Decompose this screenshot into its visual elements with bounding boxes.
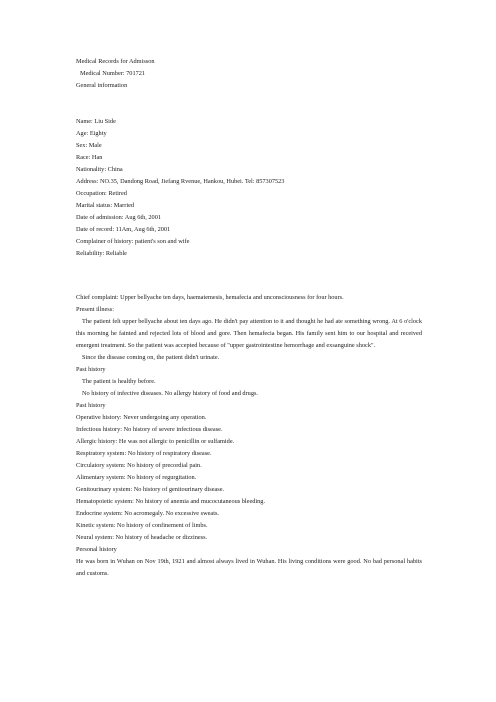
past-history-line: No history of infective diseases. No allergy history of food and drugs. bbox=[82, 390, 258, 397]
field-name: Name: Liu Side bbox=[76, 118, 116, 125]
field-address: Address: NO.35, Dandong Road, Jiefang Rvenue, Hankou, Hubei. Tel: 857307523 bbox=[76, 178, 285, 185]
genitourinary-system: Genitourinary system: No history of genitourinary disease. bbox=[76, 486, 225, 493]
present-illness-heading: Present illness: bbox=[76, 306, 114, 313]
field-race: Race: Han bbox=[76, 154, 103, 161]
present-illness-note: Since the disease coming on, the patient didn't urinate. bbox=[82, 354, 220, 361]
operative-history: Operative history: Never undergoing any operation. bbox=[76, 414, 207, 421]
respiratory-system: Respiratory system: No history of respiratory disease. bbox=[76, 450, 212, 457]
neural-system: Neural system: No history of headache or dizziness. bbox=[76, 534, 208, 541]
section-general-information: General information bbox=[76, 82, 128, 89]
general-information-list bbox=[76, 116, 422, 260]
field-age: Age: Eighty bbox=[76, 130, 107, 137]
past-history-heading-2: Past history bbox=[76, 402, 106, 409]
infectious-history: Infectious history: No history of severe infectious disease. bbox=[76, 426, 223, 433]
field-complainer-of-history: Complainer of history: patient's son and wife bbox=[76, 238, 190, 245]
past-history-line: The patient is healthy before. bbox=[82, 378, 156, 385]
present-illness-paragraph: The patient felt upper bellyache about ten days ago. He didn't pay attention to it and thought he had ate something wrong. At 6 o'clock this morning he fainted and rejected lots of blood and gore. Then hemafecia began. His family sent him to our hospital and received emergent treatment. So the patient was accepted because of "upper gastrointestine hemorrhage and exsanguine shock". bbox=[76, 318, 422, 349]
endocrine-system: Endocrine system: No acromegaly. No excessive sweats. bbox=[76, 510, 219, 517]
field-date-of-admission: Date of admission: Aug 6th, 2001 bbox=[76, 214, 162, 221]
field-reliability: Reliability: Reliable bbox=[76, 250, 127, 257]
document-page bbox=[76, 56, 422, 580]
document-title: Medical Records for Admisson bbox=[76, 58, 155, 65]
spacer bbox=[76, 260, 422, 292]
allergic-history: Allergic history: He was not allergic to penicillin or sulfamide. bbox=[76, 438, 235, 445]
personal-history-heading: Personal history bbox=[76, 546, 117, 553]
alimentary-system: Alimentary system: No history of regurgitation. bbox=[76, 474, 197, 481]
chief-complaint: Chief complaint: Upper bellyache ten days, haematemesis, hemafecia and unconsciousness for four hours. bbox=[76, 294, 344, 301]
field-occupation: Occupation: Retired bbox=[76, 190, 127, 197]
spacer bbox=[76, 92, 422, 116]
field-date-of-record: Date of record: 11Am, Aug 6th, 2001 bbox=[76, 226, 171, 233]
personal-history-paragraph: He was born in Wuhan on Nov 19th, 1921 and almost always lived in Wuhan. His living conditions were good. No bad personal habits and customs. bbox=[76, 558, 422, 577]
field-marital-status: Marital status: Married bbox=[76, 202, 135, 209]
kinetic-system: Kinetic system: No history of confinement of limbs. bbox=[76, 522, 208, 529]
circulatory-system: Circulatory system: No history of precordial pain. bbox=[76, 462, 202, 469]
field-sex: Sex: Male bbox=[76, 142, 102, 149]
field-nationality: Nationality: China bbox=[76, 166, 123, 173]
hematopoietic-system: Hematopoietic system: No history of anemia and mucocutaneous bleeding. bbox=[76, 498, 266, 505]
medical-number: Medical Number: 701721 bbox=[80, 70, 146, 77]
past-history-heading: Past history bbox=[76, 366, 106, 373]
